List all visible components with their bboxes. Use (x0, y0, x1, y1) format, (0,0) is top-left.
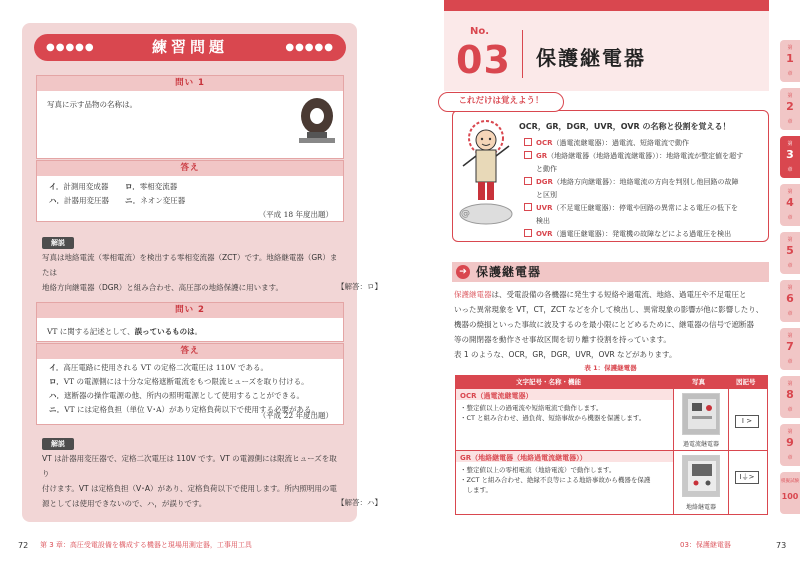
option-row: ニ．VT には定格負担（単位 V･A）があり定格負荷以下で使用する必要がある。 (49, 405, 320, 414)
photo-caption: 地絡継電器 (685, 504, 716, 511)
explanation-line: 写真は地絡電流（零相電流）を検出する零相変流器（ZCT）です。地絡継電器（GR）または (42, 253, 338, 277)
page-title: 保護継電器 (536, 46, 646, 70)
key-point: GR（地絡継電器（地絡過電流継電器））：地絡電流が整定値を超す (524, 150, 764, 163)
section-number: 03 (456, 38, 511, 82)
answer-1: 【解答：ロ】 (337, 282, 382, 291)
explanation-1-label: 解説 (42, 237, 74, 249)
key-point: OCR（過電流継電器）：過電流、短絡電流で動作 (524, 137, 764, 150)
key-point-cont: 検出 (536, 217, 550, 225)
chapter-tab-6[interactable]: 第 6 章 (780, 280, 800, 322)
no-label: No. (470, 26, 490, 37)
footer-right: 03：保護継電器 (680, 541, 731, 549)
svg-text:@: @ (461, 209, 470, 219)
answer-1-header: 答え (37, 161, 343, 176)
question-1-text: 写真に示す品物の名称は。 (47, 100, 137, 109)
section-heading (452, 262, 769, 282)
table-row (456, 388, 767, 450)
answer-2-header: 答え (37, 344, 343, 359)
top-accent-bar (444, 0, 769, 11)
option-row: ハ．計器用変圧器 (49, 196, 109, 205)
answer-1-col-b (125, 180, 255, 208)
checkbox-icon (524, 229, 532, 237)
option-row: ロ．零相変流器 (125, 182, 178, 191)
gr-photo (682, 455, 720, 497)
option-row: イ．高圧電路に使用される VT の定格二次電圧は 110V である。 (49, 363, 269, 372)
section-heading-text: 保護継電器 (476, 265, 542, 279)
chapter-tab-4[interactable]: 第 4 章 (780, 184, 800, 226)
answer-1-box (36, 160, 344, 222)
col-header: 写真 (692, 378, 705, 386)
table-row (456, 450, 767, 514)
explanation-1-text (42, 250, 340, 295)
answer-2: 【解答：ハ】 (337, 498, 382, 507)
question-1-header: 問い 1 (37, 76, 343, 91)
page-number-right: 73 (776, 541, 787, 550)
chapter-tab-1[interactable]: 第 1 章 (780, 40, 800, 82)
key-point: UVR（不足電圧継電器）：停電や回路の異常による電圧の低下を (524, 202, 764, 215)
table-caption: 表 1：保護継電器 (584, 364, 637, 372)
question-2-text: VT に関する記述として、誤っているものは。 (47, 327, 203, 336)
relay-table (455, 375, 768, 515)
decor-dots: ●●●●● (285, 42, 334, 53)
checkbox-icon (524, 138, 532, 146)
row-line: します。 (460, 486, 492, 494)
decor-dots: ●●●●● (46, 42, 95, 53)
header-divider (522, 30, 523, 78)
body-paragraph (454, 287, 769, 362)
chapter-tab-mock-exam[interactable]: 模擬試験 100 (780, 472, 800, 514)
chapter-tab-2[interactable]: 第 2 章 (780, 88, 800, 130)
chapter-tab-3[interactable]: 第 3 章 (780, 136, 800, 178)
answer-2-box (36, 343, 344, 425)
body-line: いった異常現象を VT，CT，ZCT などを介して検出し、異常現象の影響が他に影響したり、 (454, 305, 764, 314)
key-point: OVR（過電圧継電器）：発電機の故障などによる過電圧を検出 (524, 228, 764, 241)
explanation-line: VT は計器用変圧器で、定格二次電圧は 110V です。VT の電源側には限流ヒューズを取り (42, 454, 337, 478)
row-title: OCR（過電流継電器） (460, 392, 533, 400)
table-header (456, 376, 767, 388)
explanation-line: 付けます。VT は定格負担（V･A）があり、定格負荷以下で使用します。所内照明用の電 (42, 484, 337, 493)
row-line: ・整定値以上の零相電流（地絡電流）で動作します。 (460, 466, 616, 474)
year-1: （平成 18 年度出題） (258, 210, 333, 219)
chapter-tab-5[interactable]: 第 5 章 (780, 232, 800, 274)
row-line: ・整定値以上の過電流や短絡電流で動作します。 (460, 404, 603, 412)
key-points-title: OCR，GR，DGR，UVR，OVR の名称と役割を覚える！ (519, 122, 731, 131)
footer-left: 第 3 章：高圧受電設備を構成する機器と現場用測定器，工事用工具 (40, 541, 252, 549)
question-2-box (36, 302, 344, 342)
zct-photo (293, 94, 341, 154)
chapter-tab-9[interactable]: 第 9 章 (780, 424, 800, 466)
body-line: 等の開閉器を動作させ事故区間を切り離す役割を持っています。 (454, 335, 671, 344)
checkbox-icon (524, 203, 532, 211)
section-title (34, 34, 346, 61)
year-2: （平成 22 年度出題） (258, 411, 333, 420)
mascot-illustration (455, 116, 517, 236)
option-row: イ．計測用変成器 (49, 182, 109, 191)
checkbox-icon (524, 151, 532, 159)
row-title: GR（地絡継電器（地絡過電流継電器）） (460, 454, 587, 462)
key-point-cont: と区別 (536, 191, 557, 199)
explanation-line: 地絡方向継電器（DGR）と組み合わせ、高圧部の地絡保護に用います。 (42, 283, 283, 292)
explanation-2-label: 解説 (42, 438, 74, 450)
photo-caption: 過電流継電器 (682, 441, 719, 448)
body-line: 保護継電器は、受電設備の各機器に発生する短絡や過電流、地絡、過電圧や不足電圧と (454, 290, 747, 299)
row-line: ・CT と組み合わせ、過負荷、短絡事故から機器を保護します。 (460, 414, 646, 422)
explanation-line: 源としては使用できないので、ハ，が誤りです。 (42, 499, 207, 508)
body-line: 表 1 のような、OCR，GR，DGR，UVR，OVR などがあります。 (454, 350, 677, 359)
relay-symbol: I⏚> (735, 471, 759, 484)
option-row: ニ．ネオン変圧器 (125, 196, 186, 205)
answer-2-options (49, 361, 339, 417)
checkbox-icon (524, 177, 532, 185)
chapter-tab-7[interactable]: 第 7 章 (780, 328, 800, 370)
key-point-cont: と動作 (536, 165, 557, 173)
option-row: ロ．VT の電源側には十分な定格遮断電流をもつ限流ヒューズを取り付ける。 (49, 377, 309, 386)
arrow-right-icon: ➔ (456, 265, 470, 279)
body-line: 機器の焼損といった事故に波及するのを最小限にとどめるために、継電器の信号で遮断器 (454, 320, 754, 329)
section-title-text: 練習問題 (151, 38, 228, 56)
col-header: 文字記号・名称・機能 (516, 378, 581, 386)
col-header: 図記号 (736, 378, 756, 386)
speech-bubble: これだけは覚えよう！ (438, 92, 564, 112)
ocr-photo (682, 393, 720, 435)
question-2-header: 問い 2 (37, 303, 343, 318)
explanation-2-text (42, 451, 340, 511)
question-1-box (36, 75, 344, 159)
page-number-left: 72 (18, 541, 29, 550)
relay-symbol: I > (735, 415, 759, 428)
row-line: ・ZCT と組み合わせ、絶縁不良等による地絡事故から機器を保護 (460, 476, 651, 484)
key-point: DGR（地絡方向継電器）：地絡電流の方向を判別し他回路の故障 (524, 176, 764, 189)
chapter-tab-8[interactable]: 第 8 章 (780, 376, 800, 418)
option-row: ハ．遮断器の操作電源の他、所内の照明電源として使用することができる。 (49, 391, 304, 400)
